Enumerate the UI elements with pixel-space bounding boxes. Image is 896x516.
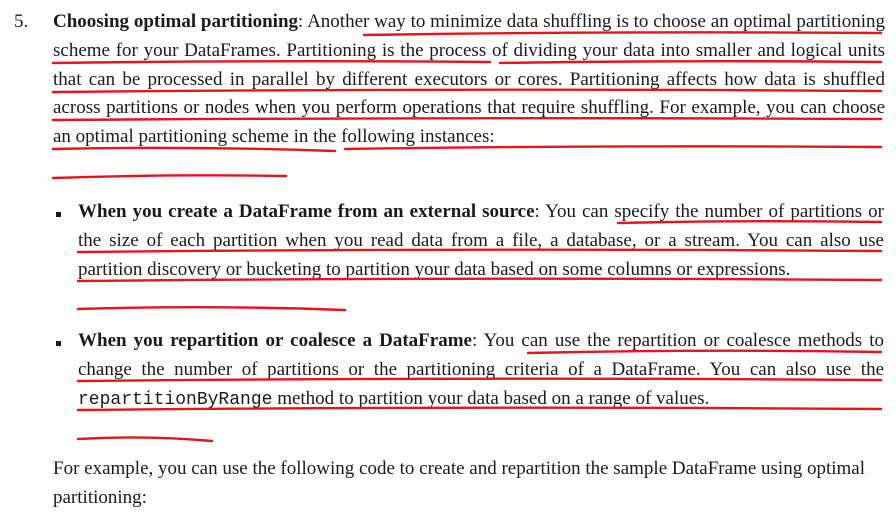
underline-stroke [78, 307, 345, 310]
underline-stroke [78, 437, 212, 441]
bullet-body-end: method to partition your data based on a range of values. [272, 387, 710, 409]
inline-code: repartitionByRange [78, 389, 273, 410]
item-heading: Choosing optimal partitioning [53, 11, 299, 32]
bullet-heading-separator: : [471, 330, 484, 351]
bullet-heading: When you repartition or coalesce a DataFrame [78, 330, 472, 351]
bullet-paragraph-repartition [78, 327, 884, 414]
bullet-heading-separator: : [534, 201, 546, 222]
bullet-marker [56, 341, 61, 346]
bullet-heading: When you create a DataFrame from an external source [78, 201, 535, 222]
list-item-paragraph [53, 8, 885, 152]
bullet-marker [56, 212, 61, 217]
underline-stroke [53, 175, 286, 178]
item-heading-separator: : [298, 11, 308, 32]
bullet-body: You can specify the number of partitions or the size of each partition when you read data from a file, a database, or a stream. You can also use partition discovery or bucketing to partition your data based on some columns or expressions. [78, 201, 884, 280]
list-item-number: 5. [14, 11, 29, 32]
closing-paragraph: For example, you can use the following code to create and repartition the sample DataFrame using optimal partitioning: [53, 458, 865, 508]
bullet-body: You can use the repartition or coalesce methods to change the number of partitions or the partitioning criteria of a DataFrame. You can also use the [78, 330, 885, 380]
bullet-paragraph-external-source [78, 198, 884, 284]
item-body: Another way to minimize data shuffling is to choose an optimal partitioning scheme for your DataFrames. Partitioning is the process of dividing your data into smaller and logical units that can be processed in parallel by different executors or cores. Partitioning affects how data is shuffled across partitions or nodes when you perform operations that require shuffling. For example, you can choose an optimal partitioning scheme in the following instances: [53, 11, 886, 148]
